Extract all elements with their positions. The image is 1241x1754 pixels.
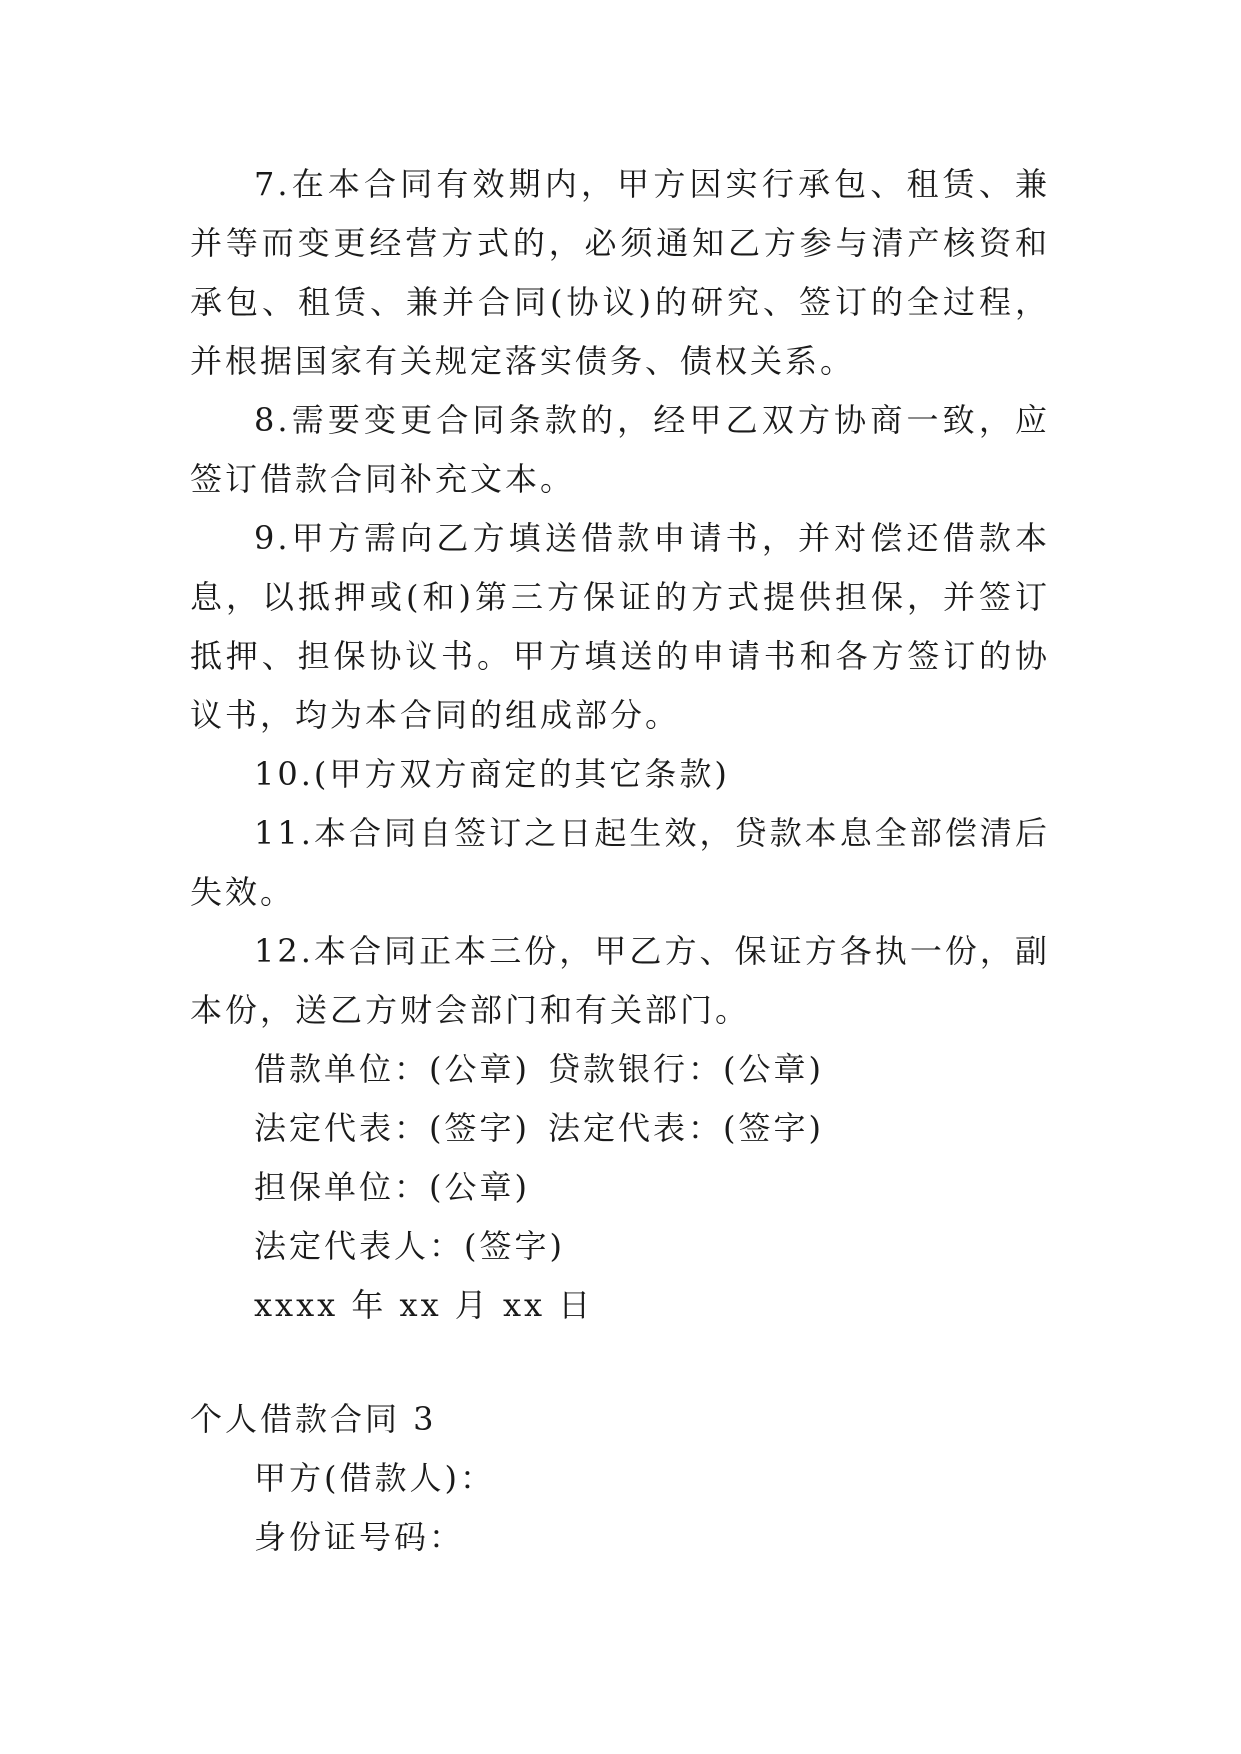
legal-rep-label-2: 法定代表：(签字) [547, 1109, 824, 1147]
clause-8: 8.需要变更合同条款的，经甲乙双方协商一致，应签订借款合同补充文本。 [190, 401, 1050, 498]
signature-line-representatives [190, 1099, 1050, 1158]
legal-rep-label-1: 法定代表：(签字) [254, 1109, 530, 1147]
clause-10: 10.(甲方双方商定的其它条款) [254, 755, 730, 793]
signature-date: xxxx 年 xx 月 xx 日 [254, 1286, 594, 1324]
clause-11: 11.本合同自签订之日起生效，贷款本息全部偿清后失效。 [190, 814, 1050, 911]
id-number-label: 身份证号码： [254, 1518, 465, 1556]
clause-9: 9.甲方需向乙方填送借款申请书，并对偿还借款本息，以抵押或(和)第三方保证的方式提供担保，并签订抵押、担保协议书。甲方填送的申请书和各方签订的协议书，均为本合同的组成部分。 [190, 519, 1050, 734]
lender-bank-label: 贷款银行：(公章) [547, 1050, 824, 1088]
guarantor-rep-label: 法定代表人：(签字) [254, 1227, 565, 1265]
clause-12: 12.本合同正本三份，甲乙方、保证方各执一份，副本份，送乙方财会部门和有关部门。 [190, 932, 1050, 1029]
signature-line-seals [190, 1040, 1050, 1099]
section-spacer [190, 1335, 1050, 1390]
contract-title: 个人借款合同 3 [190, 1400, 437, 1438]
guarantor-unit-label: 担保单位：(公章) [254, 1168, 530, 1206]
clause-7: 7.在本合同有效期内，甲方因实行承包、租赁、兼并等而变更经营方式的，必须通知乙方参与清产核资和承包、租赁、兼并合同(协议)的研究、签订的全过程，并根据国家有关规定落实债务、债权关系。 [190, 165, 1050, 380]
borrower-unit-label: 借款单位：(公章) [254, 1050, 530, 1088]
document-page [190, 155, 1050, 1567]
party-a-label: 甲方(借款人)： [254, 1459, 495, 1497]
